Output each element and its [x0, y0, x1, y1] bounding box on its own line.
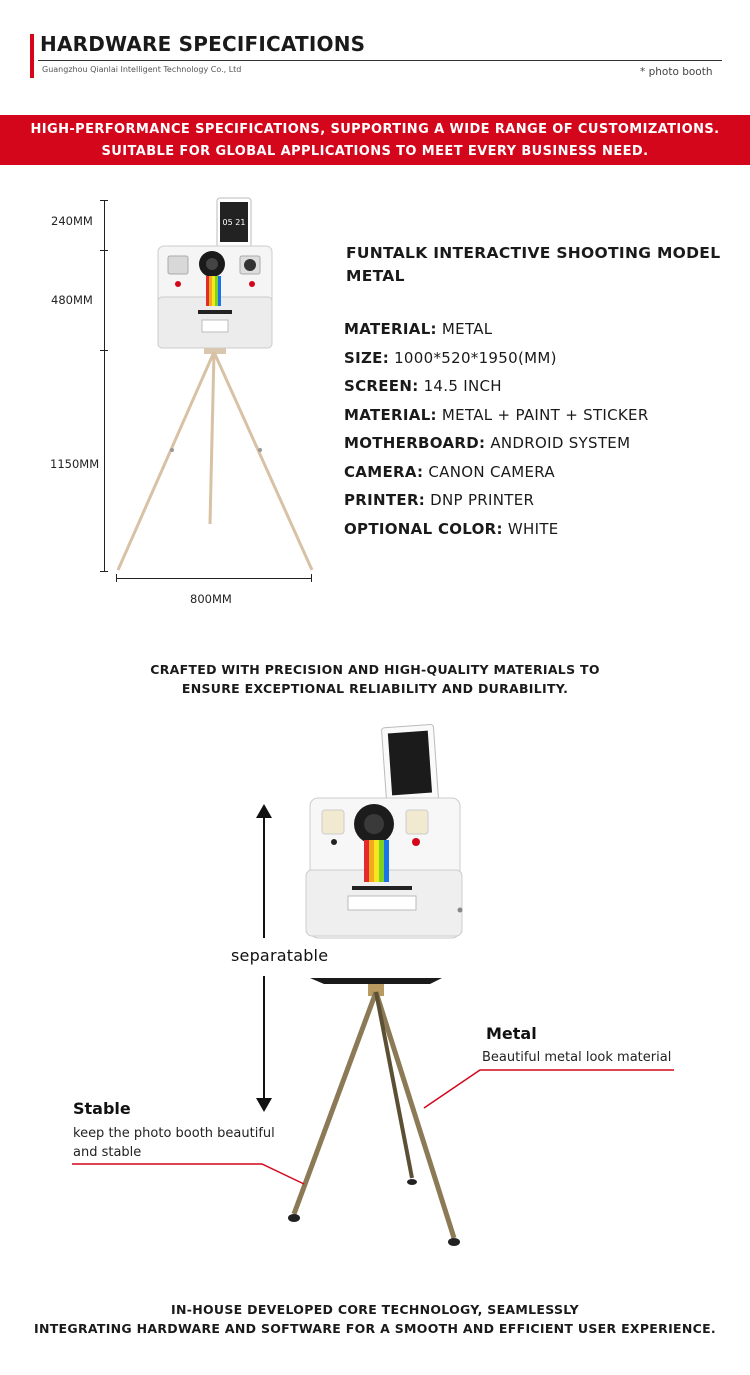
- metal-callout-line: [420, 1066, 680, 1112]
- metal-callout-title: Metal: [486, 1024, 537, 1043]
- spec-label: OPTIONAL COLOR:: [344, 520, 503, 538]
- spec-row: [344, 320, 492, 338]
- spec-row: [344, 520, 559, 538]
- product-model-title: [346, 242, 720, 288]
- spec-label: MATERIAL:: [344, 320, 437, 338]
- spec-label: SIZE:: [344, 349, 390, 367]
- spec-value: DNP PRINTER: [425, 491, 535, 509]
- spec-value: METAL + PAINT + STICKER: [436, 406, 649, 424]
- crafted-line-2: ENSURE EXCEPTIONAL RELIABILITY AND DURABILITY.: [181, 681, 569, 696]
- red-banner: [0, 115, 750, 165]
- photo-booth-with-stand-image: [110, 192, 320, 577]
- footer-line-1: IN-HOUSE DEVELOPED CORE TECHNOLOGY, SEAMLESSLY: [171, 1302, 579, 1317]
- header-divider: [38, 60, 722, 61]
- spec-label: MOTHERBOARD:: [344, 434, 486, 452]
- spec-row: [344, 463, 555, 481]
- crafted-statement: [0, 660, 750, 698]
- spec-label: PRINTER:: [344, 491, 426, 509]
- spec-label: SCREEN:: [344, 377, 419, 395]
- dimension-tick: [100, 571, 108, 572]
- dimension-vertical-line: [104, 200, 105, 572]
- footer-statement: [0, 1300, 750, 1338]
- spec-row: [344, 406, 649, 424]
- spec-value: METAL: [436, 320, 493, 338]
- dimension-tick: [100, 350, 108, 351]
- stable-text-line-1: keep the photo booth beautiful: [73, 1126, 275, 1141]
- dimension-tick: [100, 200, 108, 201]
- separatable-label: separatable: [231, 946, 329, 965]
- spec-label: CAMERA:: [344, 463, 424, 481]
- spec-label: MATERIAL:: [344, 406, 437, 424]
- stable-text-line-2: and stable: [73, 1145, 142, 1160]
- header-accent-bar: [30, 34, 34, 78]
- metal-callout-text: Beautiful metal look material: [482, 1050, 672, 1065]
- spec-row: [344, 491, 534, 509]
- banner-line-2: SUITABLE FOR GLOBAL APPLICATIONS TO MEET EVERY BUSINESS NEED.: [101, 144, 649, 159]
- model-line-1: FUNTALK INTERACTIVE SHOOTING MODEL: [346, 244, 721, 262]
- spec-value: ANDROID SYSTEM: [485, 434, 631, 452]
- footer-line-2: INTEGRATING HARDWARE AND SOFTWARE FOR A SMOOTH AND EFFICIENT USER EXPERIENCE.: [34, 1321, 716, 1336]
- photo-booth-head-image: [298, 722, 470, 942]
- stable-callout-text: [73, 1124, 275, 1162]
- spec-row: [344, 377, 502, 395]
- dimension-width: 800MM: [190, 592, 232, 606]
- spec-value: 14.5 INCH: [418, 377, 502, 395]
- dimension-horizontal-line: [116, 578, 312, 579]
- stable-callout-line: [70, 1160, 310, 1190]
- spec-row: [344, 434, 630, 452]
- dimension-tick: [100, 250, 108, 251]
- dimension-screen-height: 240MM: [51, 214, 93, 228]
- stable-callout-title: Stable: [73, 1099, 131, 1118]
- spec-value: 1000*520*1950(MM): [389, 349, 557, 367]
- dimension-stand-height: 1150MM: [50, 457, 100, 471]
- page-title: HARDWARE SPECIFICATIONS: [40, 32, 366, 56]
- company-name: Guangzhou Qianlai Intelligent Technology Co., Ltd: [42, 65, 242, 74]
- crafted-line-1: CRAFTED WITH PRECISION AND HIGH-QUALITY MATERIALS TO: [150, 662, 600, 677]
- dimension-body-height: 480MM: [51, 293, 93, 307]
- header-tag: * photo booth: [640, 66, 713, 78]
- spec-value: WHITE: [502, 520, 559, 538]
- model-line-2: METAL: [346, 267, 405, 285]
- banner-line-1: HIGH-PERFORMANCE SPECIFICATIONS, SUPPORTING A WIDE RANGE OF CUSTOMIZATIONS.: [30, 122, 720, 137]
- spec-row: [344, 349, 557, 367]
- booth-screen-time: 05 21: [222, 218, 246, 227]
- spec-value: CANON CAMERA: [423, 463, 555, 481]
